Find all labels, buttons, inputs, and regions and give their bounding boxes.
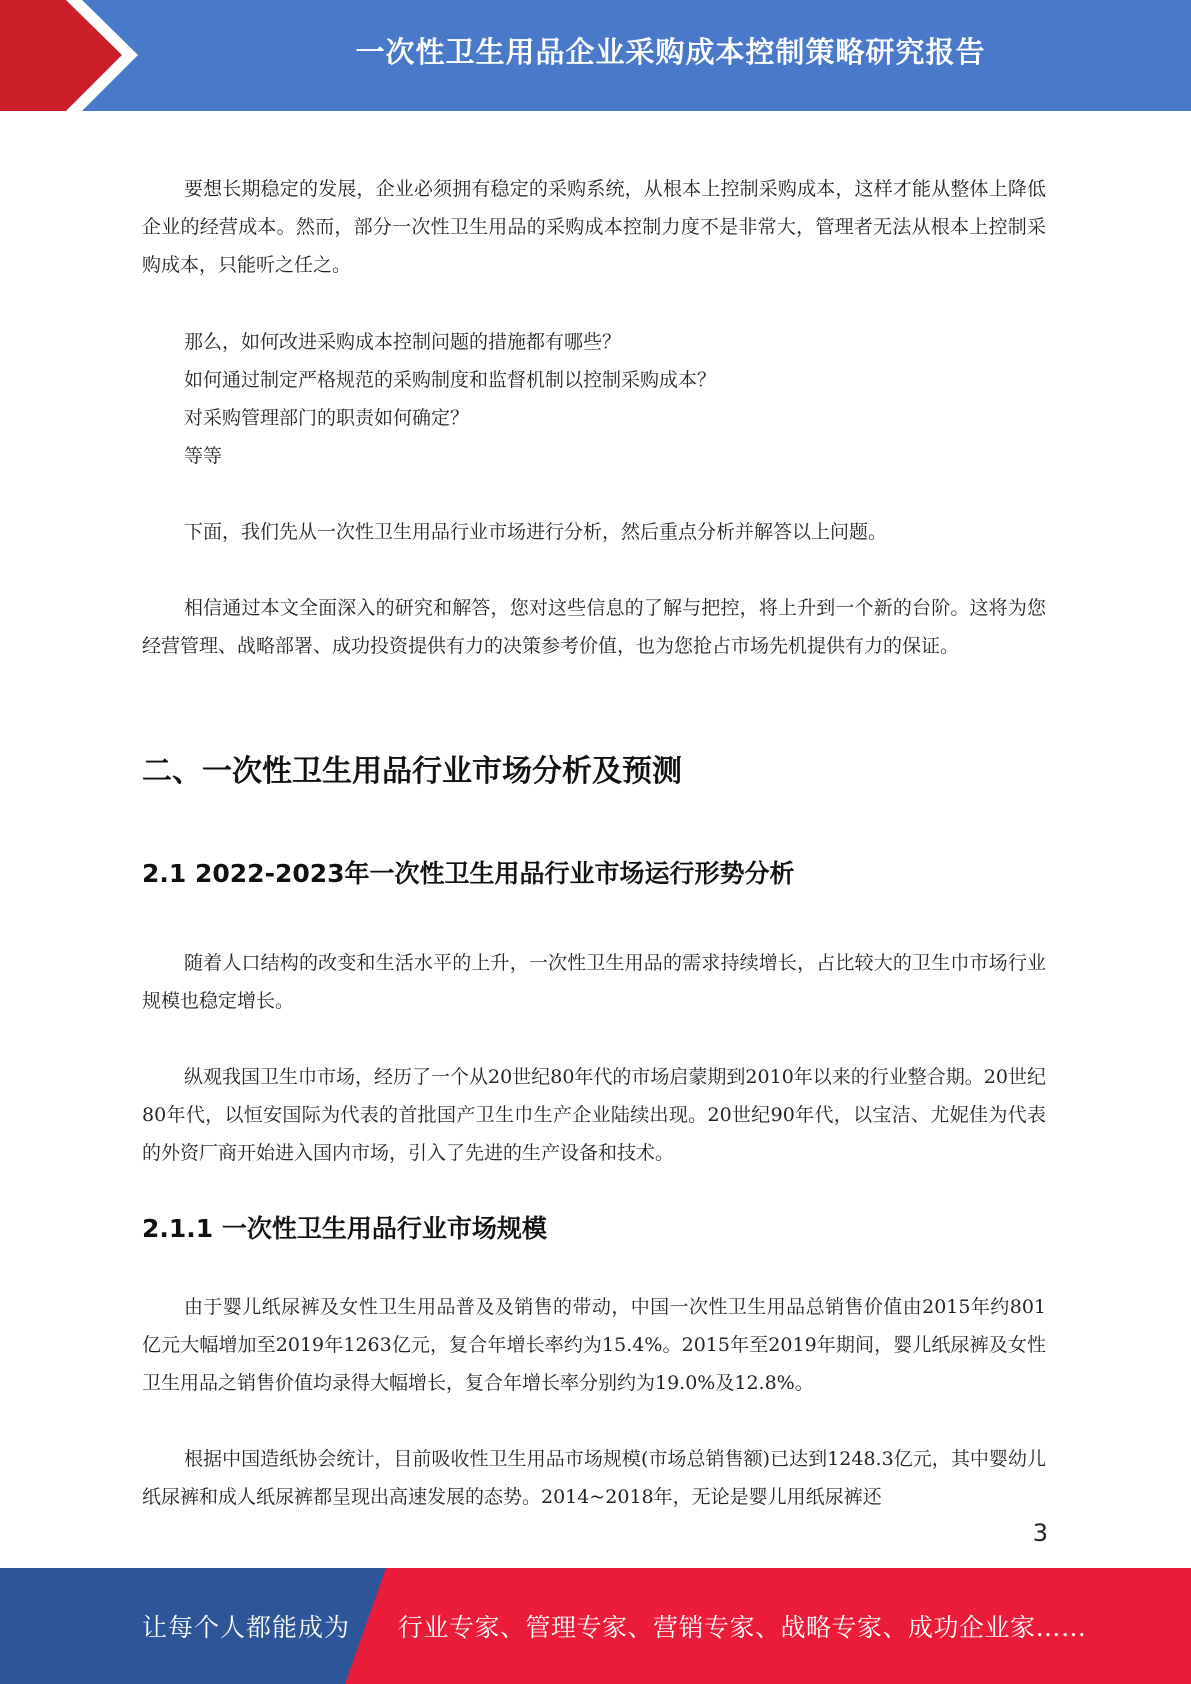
sub-subsection-heading: 2.1.1 一次性卫生用品行业市场规模 [142, 1214, 547, 1243]
footer-slogan-right: 行业专家、管理专家、营销专家、战略专家、成功企业家…… [398, 1613, 1087, 1642]
question-4: 等等 [184, 445, 223, 467]
statistics-paragraph: 根据中国造纸协会统计，目前吸收性卫生用品市场规模(市场总销售额)已达到1248.3亿元，其中婴幼儿纸尿裤和成人纸尿裤都呈现出高速发展的态势。2014~2018年，无论是婴儿用纸尿裤还 [142, 1448, 1046, 1508]
footer-slogan-left: 让每个人都能成为 [142, 1613, 351, 1642]
history-paragraph: 纵观我国卫生巾市场，经历了一个从20世纪80年代的市场启蒙期到2010年以来的行业整合期。20世纪80年代，以恒安国际为代表的首批国产卫生巾生产企业陆续出现。20世纪90年代，以宝洁、尤妮佳为代表的外资厂商开始进入国内市场，引入了先进的生产设备和技术。 [142, 1066, 1046, 1164]
question-3: 对采购管理部门的职责如何确定？ [184, 407, 470, 429]
value-paragraph: 相信通过本文全面深入的研究和解答，您对这些信息的了解与把控，将上升到一个新的台阶。这将为您经营管理、战略部署、成功投资提供有力的决策参考价值，也为您抢占市场先机提供有力的保证。 [142, 597, 1046, 657]
analysis-intro-paragraph: 下面，我们先从一次性卫生用品行业市场进行分析，然后重点分析并解答以上问题。 [184, 521, 888, 543]
intro-paragraph: 要想长期稳定的发展，企业必须拥有稳定的采购系统，从根本上控制采购成本，这样才能从整体上降低企业的经营成本。然而，部分一次性卫生用品的采购成本控制力度不是非常大，管理者无法从根本上控制采购成本，只能听之任之。 [142, 178, 1046, 276]
page-number: 3 [1032, 1519, 1048, 1547]
question-2: 如何通过制定严格规范的采购制度和监督机制以控制采购成本？ [184, 369, 717, 391]
header-banner [0, 0, 1191, 111]
market-size-paragraph: 由于婴儿纸尿裤及女性卫生用品普及及销售的带动，中国一次性卫生用品总销售价值由2015年约801亿元大幅增加至2019年1263亿元，复合年增长率约为15.4%。2015年至2019年期间，婴儿纸尿裤及女性卫生用品之销售价值均录得大幅增长，复合年增长率分别约为19.0%及12.8%。 [142, 1296, 1046, 1394]
question-1: 那么，如何改进采购成本控制问题的措施都有哪些？ [184, 331, 622, 353]
demand-paragraph: 随着人口结构的改变和生活水平的上升，一次性卫生用品的需求持续增长，占比较大的卫生巾市场行业规模也稳定增长。 [142, 952, 1046, 1012]
subsection-heading: 2.1 2022-2023年一次性卫生用品行业市场运行形势分析 [142, 859, 795, 888]
section-heading: 二、一次性卫生用品行业市场分析及预测 [142, 754, 682, 789]
report-title: 一次性卫生用品企业采购成本控制策略研究报告 [355, 34, 986, 69]
footer-banner [0, 1568, 1191, 1684]
